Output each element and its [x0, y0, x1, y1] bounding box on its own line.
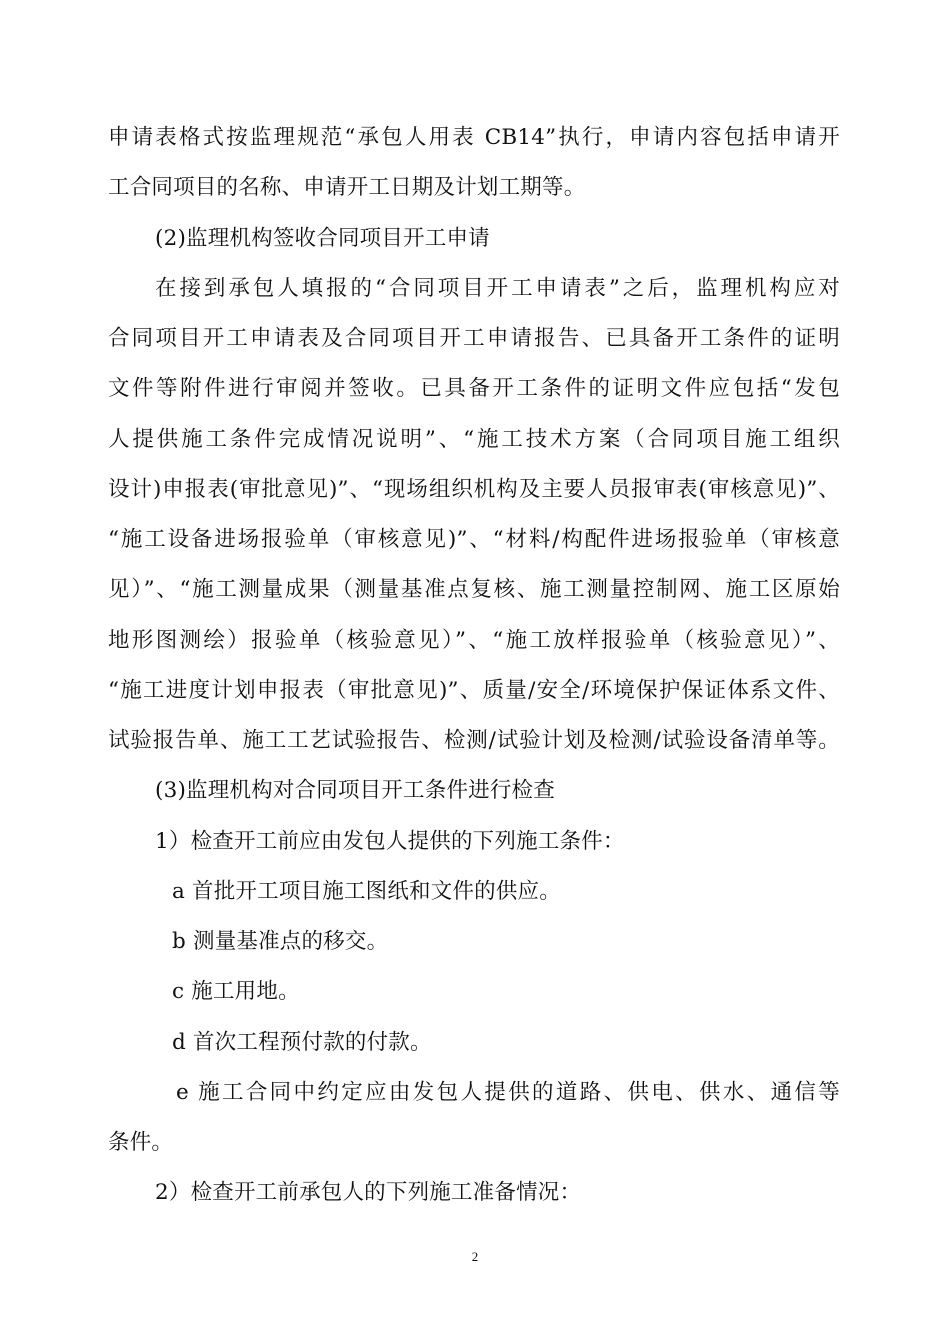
text-line-10: 见）”、“施工测量成果（测量基准点复核、施工测量控制网、施工区原始 [108, 577, 840, 602]
text-line-9: “施工设备进场报验单（审核意见)”、“材料/构配件进场报验单（审核意 [108, 527, 840, 552]
text-line-4: 在接到承包人填报的“合同项目开工申请表”之后，监理机构应对 [155, 276, 840, 301]
list-item-c: c 施工用地。 [172, 979, 300, 1004]
text-line-13: 试验报告单、施工工艺试验报告、检测/试验计划及检测/试验设备清单等。 [108, 728, 840, 753]
list-item-e: e 施工合同中约定应由发包人提供的道路、供电、供水、通信等 [176, 1080, 840, 1105]
text-line-7: 人提供施工条件完成情况说明”、“施工技术方案（合同项目施工组织 [108, 427, 840, 452]
subheading-1: 1）检查开工前应由发包人提供的下列施工条件： [155, 829, 625, 854]
text-line-8: 设计)申报表(审批意见)”、“现场组织机构及主要人员报审表(审核意见)”、 [108, 477, 840, 502]
page-number: 2 [471, 1249, 479, 1264]
text-line-1: 申请表格式按监理规范“承包人用表 CB14”执行，申请内容包括申请开 [108, 125, 840, 150]
subheading-2: 2）检查开工前承包人的下列施工准备情况： [155, 1180, 582, 1205]
section-heading-3: (3)监理机构对合同项目开工条件进行检查 [155, 778, 555, 803]
text-line-5: 合同项目开工申请表及合同项目开工申请报告、已具备开工条件的证明 [108, 326, 840, 351]
section-heading-2: (2)监理机构签收合同项目开工申请 [155, 226, 490, 251]
list-item-b: b 测量基准点的移交。 [172, 929, 389, 954]
text-line-12: “施工进度计划申报表（审批意见)”、质量/安全/环境保护保证体系文件、 [108, 678, 840, 703]
text-line-11: 地形图测绘）报验单（核验意见）”、“施工放样报验单（核验意见）”、 [108, 628, 840, 653]
list-item-a: a 首批开工项目施工图纸和文件的供应。 [172, 879, 561, 904]
list-item-e-continuation: 条件。 [108, 1130, 174, 1155]
text-line-2: 工合同项目的名称、申请开工日期及计划工期等。 [108, 175, 586, 200]
list-item-d: d 首次工程预付款的付款。 [172, 1030, 432, 1055]
text-line-6: 文件等附件进行审阅并签收。已具备开工条件的证明文件应包括“发包 [108, 376, 840, 401]
